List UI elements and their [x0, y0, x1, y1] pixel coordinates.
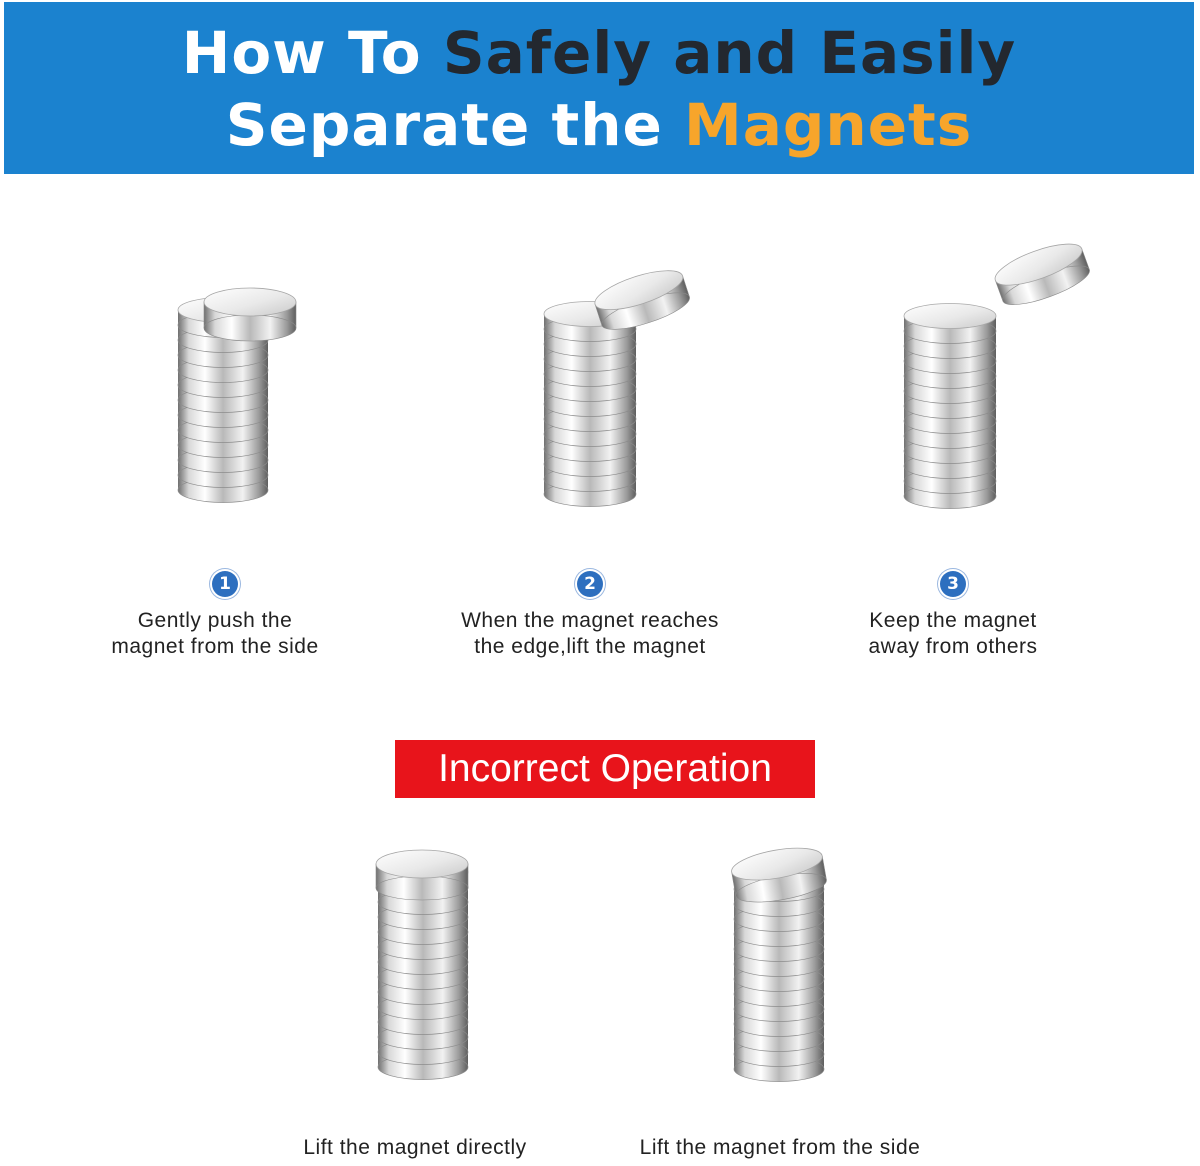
title-part-magnets: Magnets — [684, 91, 973, 159]
step-3-caption-line-1: Keep the magnet — [869, 609, 1037, 632]
separated-magnet-disc — [991, 236, 1094, 312]
step-3-caption-line-2: away from others — [868, 635, 1038, 658]
stack-body — [904, 304, 996, 509]
step-number-3: 3 — [940, 571, 966, 597]
magnet-stack-step-3 — [896, 236, 1096, 546]
title-line-2 — [4, 90, 1194, 160]
step-number-2: 2 — [577, 571, 603, 597]
step-3-caption — [800, 608, 1106, 660]
stack-body — [544, 302, 636, 507]
incorrect-operation-banner — [395, 740, 815, 798]
sliding-magnet-disc — [204, 288, 296, 341]
magnet-stack-step-1 — [170, 280, 310, 545]
magnet-stack-lift-directly — [368, 842, 483, 1112]
magnet-stack-step-2 — [536, 262, 706, 547]
top-magnet-disc — [376, 850, 468, 900]
title-line-1 — [4, 18, 1194, 88]
step-2-caption-line-1: When the magnet reaches — [461, 609, 719, 632]
step-2-caption — [420, 608, 760, 660]
lifted-magnet-disc — [591, 263, 693, 337]
title-part-how-to: How To — [181, 19, 443, 87]
title-part-separate-the: Separate the — [225, 91, 685, 159]
title-part-safely-easily: Safely and Easily — [442, 19, 1017, 87]
step-1-caption-line-2: magnet from the side — [111, 635, 319, 658]
step-number-1: 1 — [212, 571, 238, 597]
incorrect-caption-lift-from-side: Lift the magnet from the side — [639, 1136, 921, 1159]
incorrect-caption-lift-directly: Lift the magnet directly — [303, 1136, 527, 1159]
incorrect-operation-label: Incorrect Operation — [438, 747, 772, 790]
step-2-caption-line-2: the edge,lift the magnet — [474, 635, 706, 658]
header-banner — [4, 2, 1194, 174]
step-1-caption-line-1: Gently push the — [137, 609, 293, 632]
magnet-disc-top — [904, 304, 996, 329]
magnet-stack-lift-from-side — [724, 840, 839, 1112]
step-1-caption — [55, 608, 375, 660]
